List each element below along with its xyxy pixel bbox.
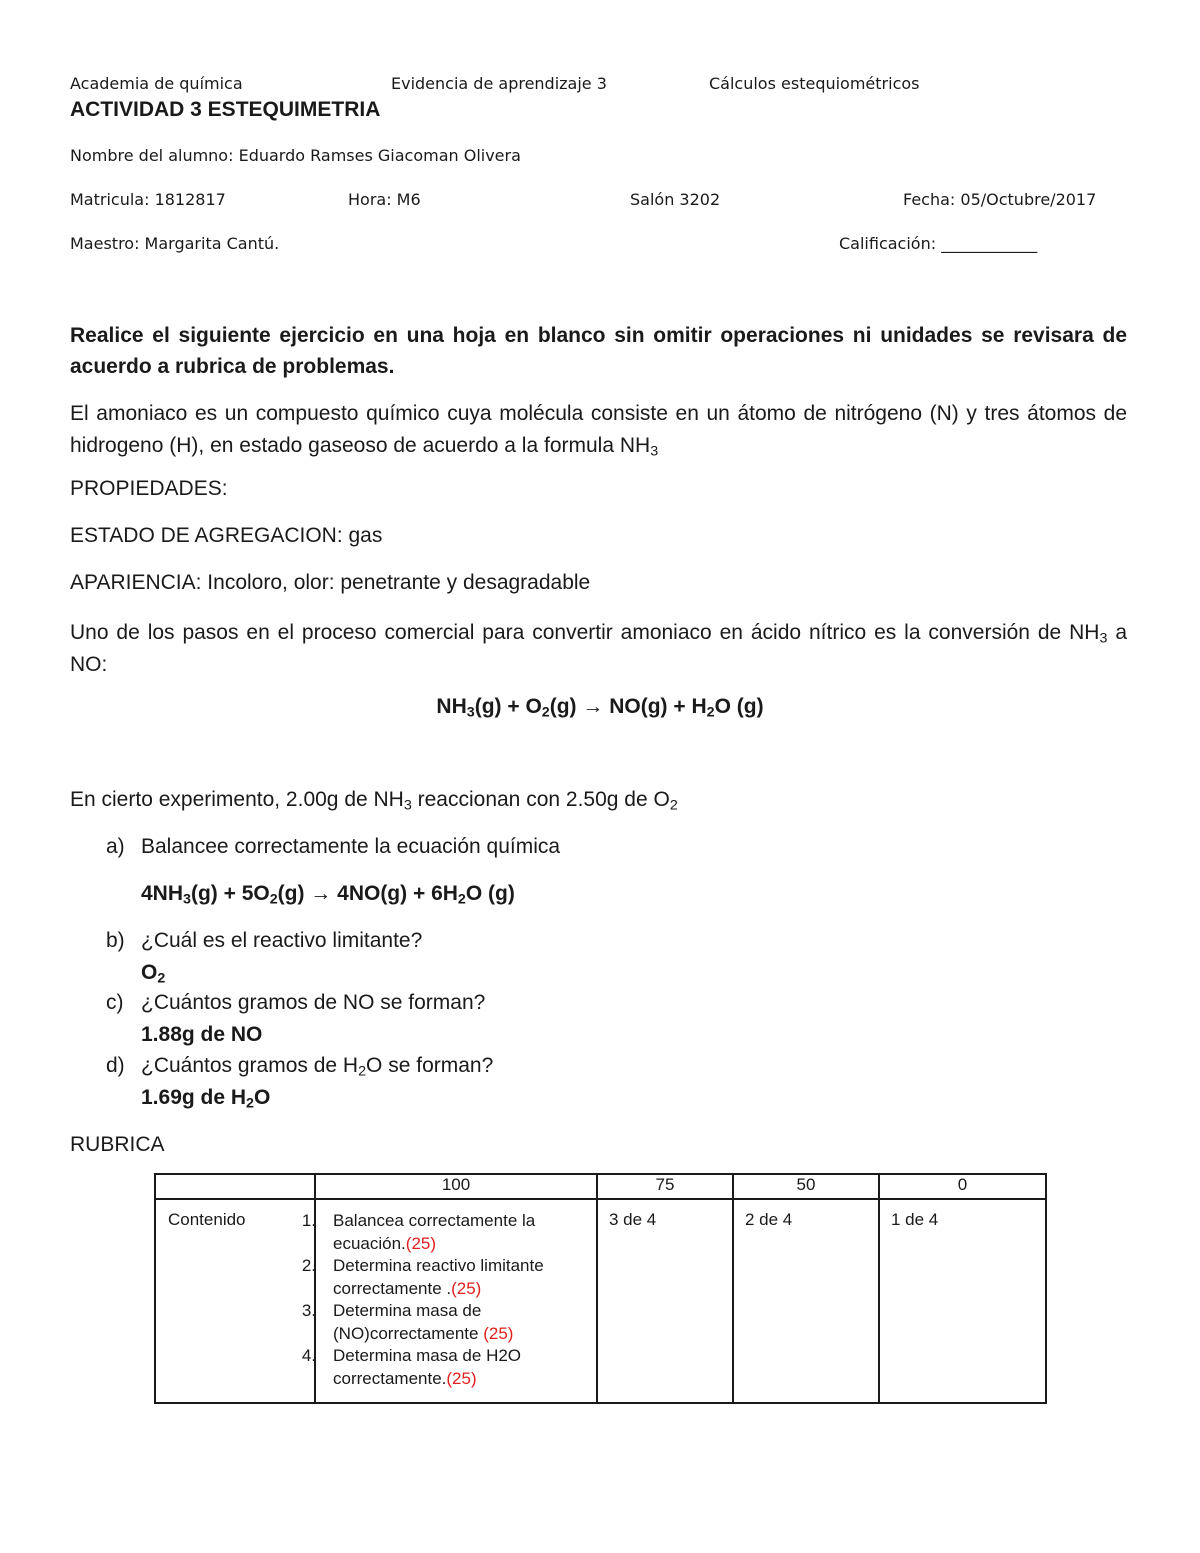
- instructions: Realice el siguiente ejercicio en una hoja en blanco sin omitir operaciones ni unidades se revisara de acuerdo a rubrica de problemas.: [70, 324, 1127, 378]
- experiment-part: En cierto experimento, 2.00g de NH: [70, 788, 404, 811]
- answer-a-sub: 2: [269, 891, 278, 908]
- answer-a-part: O (g): [465, 882, 515, 905]
- criterion-text: Determina masa de (NO)correctamente: [333, 1301, 484, 1343]
- question-a-letter: a): [106, 835, 125, 858]
- answer-d: [141, 1086, 270, 1110]
- criterion-number: 2.: [301, 1256, 316, 1275]
- eq-part: (g) → NO(g) + H: [549, 695, 707, 718]
- matricula: Matricula: 1812817: [70, 190, 226, 209]
- eq-sub: 3: [466, 704, 475, 721]
- rubric-criterion: [301, 1345, 596, 1390]
- answer-a-sub: 3: [183, 891, 191, 908]
- question-d-text: [141, 1054, 493, 1078]
- answer-c: 1.88g de NO: [141, 1023, 263, 1046]
- question-d-sub: 2: [358, 1063, 367, 1080]
- criterion-number: 4.: [301, 1346, 316, 1365]
- answer-a-part: 4NH: [141, 882, 184, 905]
- criterion-text: Determina masa de H2O correctamente.: [333, 1346, 522, 1388]
- question-b-letter: b): [106, 929, 125, 952]
- rubric-header-row: [155, 1174, 1046, 1199]
- hora: Hora: M6: [348, 190, 421, 209]
- calificacion: Calificación: ____________: [839, 234, 1038, 253]
- question-d-part: O se forman?: [366, 1054, 494, 1077]
- answer-d-sub: 2: [246, 1095, 254, 1112]
- criterion-number: 3.: [301, 1301, 316, 1320]
- answer-b-sub: 2: [157, 970, 166, 987]
- rubric-table: [154, 1173, 1047, 1404]
- rubric-header-cell: 0: [879, 1174, 1046, 1199]
- answer-a: [141, 882, 515, 906]
- experiment-sub: 2: [669, 797, 678, 814]
- rubric-criterion: [301, 1210, 596, 1255]
- answer-d-part: O: [253, 1086, 271, 1109]
- question-c-letter: c): [106, 991, 124, 1014]
- answer-a-part: (g) → 4NO(g) + 6H: [277, 882, 458, 905]
- answer-a-sub: 2: [457, 891, 466, 908]
- student-name-line: [70, 146, 521, 165]
- properties-appearance: APARIENCIA: Incoloro, olor: penetrante y desagradable: [70, 571, 591, 594]
- student-name-label: Nombre del alumno:: [70, 146, 234, 165]
- intro-paragraph: [70, 398, 1127, 462]
- criterion-text: Balancea correctamente la ecuación.: [333, 1211, 536, 1253]
- rubric-content-row: [155, 1199, 1046, 1403]
- eq-sub: 2: [541, 704, 550, 721]
- answer-a-part: (g) + 5O: [190, 882, 270, 905]
- process-text-b: a NO:: [70, 621, 1127, 676]
- rubric-cell-0: 1 de 4: [879, 1199, 1046, 1403]
- criterion-text: Determina reactivo limitante correctamente .: [333, 1256, 544, 1298]
- rubric-heading: RUBRICA: [70, 1133, 165, 1156]
- question-d-part: ¿Cuántos gramos de H: [141, 1054, 359, 1077]
- eq-part: O (g): [714, 695, 764, 718]
- intro-text: El amoniaco es un compuesto químico cuya molécula consiste en un átomo de nitrógeno (N) y tres átomos de hidrogeno (H), en estado gaseoso de acuerdo a la formula NH: [70, 402, 1127, 457]
- reaction-equation: [0, 695, 1200, 719]
- question-d-letter: d): [106, 1054, 125, 1077]
- process-text-a: Uno de los pasos en el proceso comercial para convertir amoniaco en ácido nítrico es la conversión de NH: [70, 621, 1100, 644]
- question-a-text: Balancee correctamente la ecuación química: [141, 835, 561, 858]
- answer-d-part: 1.69g de H: [141, 1086, 247, 1109]
- rubric-cell-75: 3 de 4: [597, 1199, 733, 1403]
- rubric-cell-50: 2 de 4: [733, 1199, 879, 1403]
- rubric-criteria-list: [301, 1210, 596, 1390]
- student-name-value: Eduardo Ramses Giacoman Olivera: [238, 146, 521, 165]
- salon: Salón 3202: [630, 190, 721, 209]
- eq-part: NH: [436, 695, 467, 718]
- properties-state: ESTADO DE AGREGACION: gas: [70, 524, 383, 547]
- rubric-header-cell: 50: [733, 1174, 879, 1199]
- rubric-header-cell: 100: [315, 1174, 597, 1199]
- header-evidence: Evidencia de aprendizaje 3: [391, 74, 607, 93]
- criterion-points: (25): [405, 1233, 437, 1253]
- answer-b-part: O: [141, 961, 158, 984]
- maestro: Maestro: Margarita Cantú.: [70, 234, 280, 253]
- criterion-points: (25): [451, 1278, 482, 1298]
- answer-b: [141, 961, 165, 985]
- eq-part: (g) + O: [474, 695, 542, 718]
- page-title: ACTIVIDAD 3 ESTEQUIMETRIA: [70, 98, 381, 121]
- criterion-number: 1.: [301, 1211, 316, 1230]
- experiment-text: [70, 788, 678, 812]
- rubric-header-cell: [155, 1174, 315, 1199]
- rubric-criterion: [301, 1300, 596, 1345]
- header-topic: Cálculos estequiométricos: [709, 74, 920, 93]
- properties-heading: PROPIEDADES:: [70, 477, 228, 500]
- eq-sub: 2: [706, 704, 715, 721]
- rubric-criteria-cell: [301, 1199, 597, 1403]
- process-paragraph: [70, 617, 1127, 681]
- criterion-points: (25): [483, 1323, 514, 1343]
- criterion-points: (25): [446, 1368, 477, 1388]
- experiment-part: reaccionan con 2.50g de O: [411, 788, 670, 811]
- rubric-header-cell: 75: [597, 1174, 733, 1199]
- rubric-criterion: [301, 1255, 596, 1300]
- fecha: Fecha: 05/Octubre/2017: [903, 190, 1097, 209]
- experiment-sub: 3: [403, 797, 412, 814]
- intro-sub: 3: [650, 443, 659, 460]
- question-c-text: ¿Cuántos gramos de NO se forman?: [141, 991, 486, 1014]
- header-academy: Academia de química: [70, 74, 243, 93]
- question-b-text: ¿Cuál es el reactivo limitante?: [141, 929, 423, 952]
- process-sub: 3: [1099, 630, 1108, 647]
- rubric-row-label: Contenido: [155, 1199, 315, 1403]
